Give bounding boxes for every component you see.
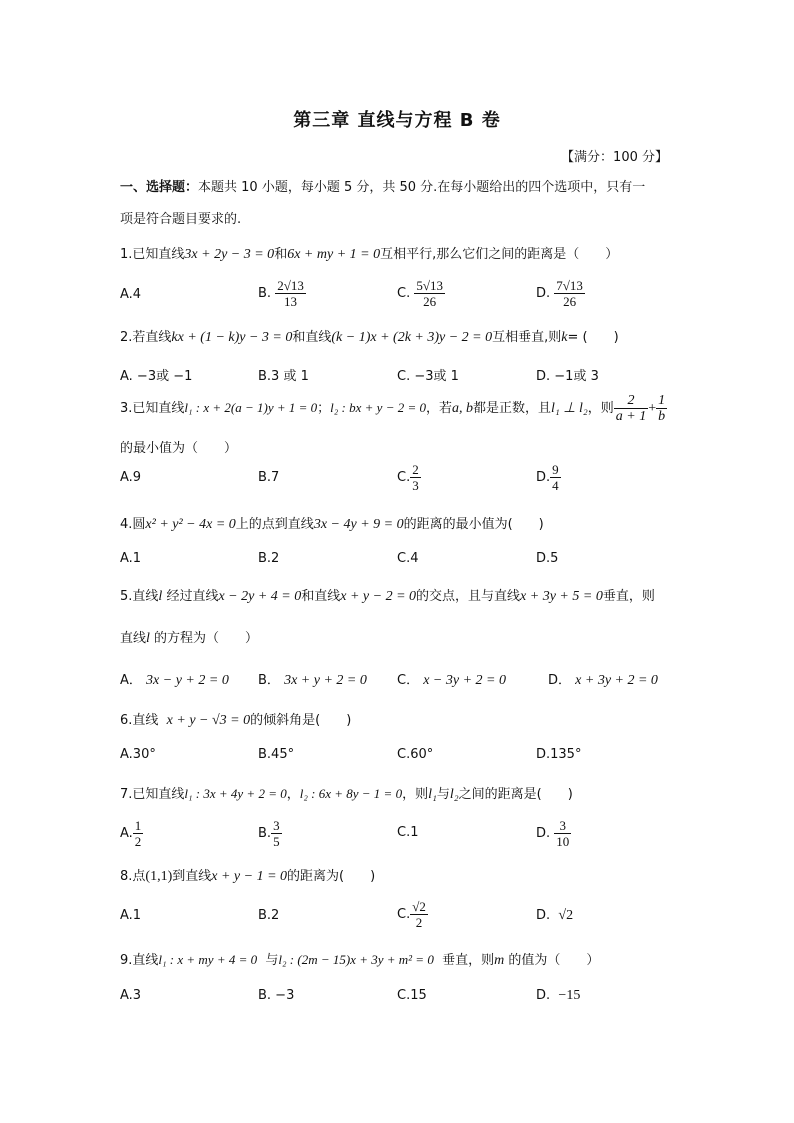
question-1-option-c[interactable]: C. $\frac{5√13}{26}$: [397, 278, 443, 309]
question-1-stem: 1.已知直线3x + 2y − 3 = 0和6x + my + 1 = 0互相平行,那么它们之间的距离是（ ）: [120, 247, 619, 262]
fraction: $\frac{2√13}{13}$: [277, 278, 304, 309]
question-9-option-d[interactable]: D. −15: [536, 988, 581, 1003]
fraction: $\frac{1}{b}$: [658, 393, 666, 424]
question-8-option-c[interactable]: C. $\frac{√2}{2}$: [397, 899, 426, 930]
question-5-option-a[interactable]: A． 3x − y + 2 = 0: [120, 673, 229, 688]
question-1-option-d[interactable]: D. $\frac{7√13}{26}$: [536, 278, 583, 309]
question-2-option-b[interactable]: B.3 或 1: [258, 369, 309, 384]
question-5-option-d[interactable]: D． x + 3y + 2 = 0: [548, 673, 658, 688]
question-8-option-b[interactable]: B.2: [258, 908, 280, 923]
question-7-option-d[interactable]: D. $\frac{3}{10}$: [536, 818, 570, 849]
question-4-option-d[interactable]: D.5: [536, 551, 559, 566]
question-2-option-a[interactable]: A. −3或 −1: [120, 369, 193, 384]
fraction: $\frac{√2}{2}$: [412, 899, 426, 930]
question-2-option-c[interactable]: C. −3或 1: [397, 369, 459, 384]
question-2-stem: 2.若直线kx + (1 − k)y − 3 = 0和直线(k − 1)x + (2k + 3)y − 2 = 0互相垂直,则k= ( ): [120, 330, 619, 345]
fraction: $\frac{3}{5}$: [273, 818, 280, 849]
fraction: $\frac{2}{3}$: [412, 462, 419, 493]
question-7-stem: 7.已知直线l₁ : 3x + 4y + 2 = 0，l₂ : 6x + 8y − 1 = 0，则l₁与l₂之间的距离是( ): [120, 786, 573, 802]
question-3-option-c[interactable]: C. $\frac{2}{3}$: [397, 462, 419, 493]
section-heading: [120, 176, 645, 195]
question-2-option-d[interactable]: D. −1或 3: [536, 369, 599, 384]
question-9-stem: 9.直线l₁ : x + my + 4 = 0 与l₂ : (2m − 15)x + 3y + m² = 0 垂直，则m 的值为（ ）: [120, 952, 600, 968]
fraction: $\frac{5√13}{26}$: [416, 278, 443, 309]
question-6-option-b[interactable]: B.45°: [258, 747, 295, 762]
fraction: $\frac{2}{a + 1}$: [615, 393, 647, 424]
question-4-option-b[interactable]: B.2: [258, 551, 280, 566]
question-7-option-b[interactable]: B. $\frac{3}{5}$: [258, 818, 280, 849]
section-instructions-line2: 项是符合题目要求的.: [120, 212, 242, 227]
question-9-option-b[interactable]: B. −3: [258, 988, 295, 1003]
question-3-option-b[interactable]: B.7: [258, 470, 280, 485]
section-head-label: 一、选择题：: [120, 180, 199, 195]
question-6-stem: 6.直线 x + y − √3 = 0的倾斜角是( ): [120, 713, 352, 728]
question-4-stem: 4.圆x² + y² − 4x = 0上的点到直线3x − 4y + 9 = 0的距离的最小值为( ): [120, 517, 544, 532]
question-5-stem: 5.直线l 经过直线x − 2y + 4 = 0和直线x + y − 2 = 0的交点，且与直线x + 3y + 5 = 0垂直，则: [120, 589, 655, 604]
question-6-option-a[interactable]: A.30°: [120, 747, 156, 762]
question-4-option-c[interactable]: C.4: [397, 551, 419, 566]
question-3-option-a[interactable]: A.9: [120, 470, 142, 485]
question-3-stem: 3.已知直线l₁ : x + 2(a − 1)y + 1 = 0；l₂ : bx + y − 2 = 0，若a, b都是正数，且l₁ ⊥ l₂，则 $\frac{2}{a + 1}$ + $\frac{1}{b}$: [120, 393, 666, 424]
question-5-option-c[interactable]: C． x − 3y + 2 = 0: [397, 673, 506, 688]
section-instructions-line1: 本题共 10 小题，每小题 5 分，共 50 分.在每小题给出的四个选项中，只有一: [198, 180, 646, 195]
question-7-option-a[interactable]: A. $\frac{1}{2}$: [120, 818, 142, 849]
fraction: $\frac{1}{2}$: [134, 818, 142, 849]
fraction: $\frac{3}{10}$: [556, 818, 570, 849]
question-6-option-c[interactable]: C.60°: [397, 747, 434, 762]
question-7-option-c[interactable]: C.1: [397, 825, 419, 840]
question-3-option-d[interactable]: D. $\frac{9}{4}$: [536, 462, 559, 493]
question-8-option-a[interactable]: A.1: [120, 908, 142, 923]
question-9-option-c[interactable]: C.15: [397, 988, 427, 1003]
question-1-option-b[interactable]: B. $\frac{2√13}{13}$: [258, 278, 304, 309]
question-5-option-b[interactable]: B． 3x + y + 2 = 0: [258, 673, 367, 688]
question-5-stem-line2: 直线l 的方程为（ ）: [120, 631, 259, 646]
question-1-option-a[interactable]: A.4: [120, 287, 142, 302]
question-4-option-a[interactable]: A.1: [120, 551, 142, 566]
question-9-option-a[interactable]: A.3: [120, 988, 142, 1003]
question-3-stem-line2: 的最小值为（ ）: [120, 441, 238, 456]
fraction: $\frac{9}{4}$: [552, 462, 559, 493]
question-6-option-d[interactable]: D.135°: [536, 747, 582, 762]
question-8-option-d[interactable]: D. √2: [536, 908, 574, 923]
full-score-label: 【满分：100 分】: [561, 150, 668, 165]
question-8-stem: 8.点(1,1)到直线x + y − 1 = 0的距离为( ): [120, 869, 376, 884]
fraction: $\frac{7√13}{26}$: [556, 278, 583, 309]
page-title: 第三章 直线与方程 B 卷: [293, 110, 501, 131]
